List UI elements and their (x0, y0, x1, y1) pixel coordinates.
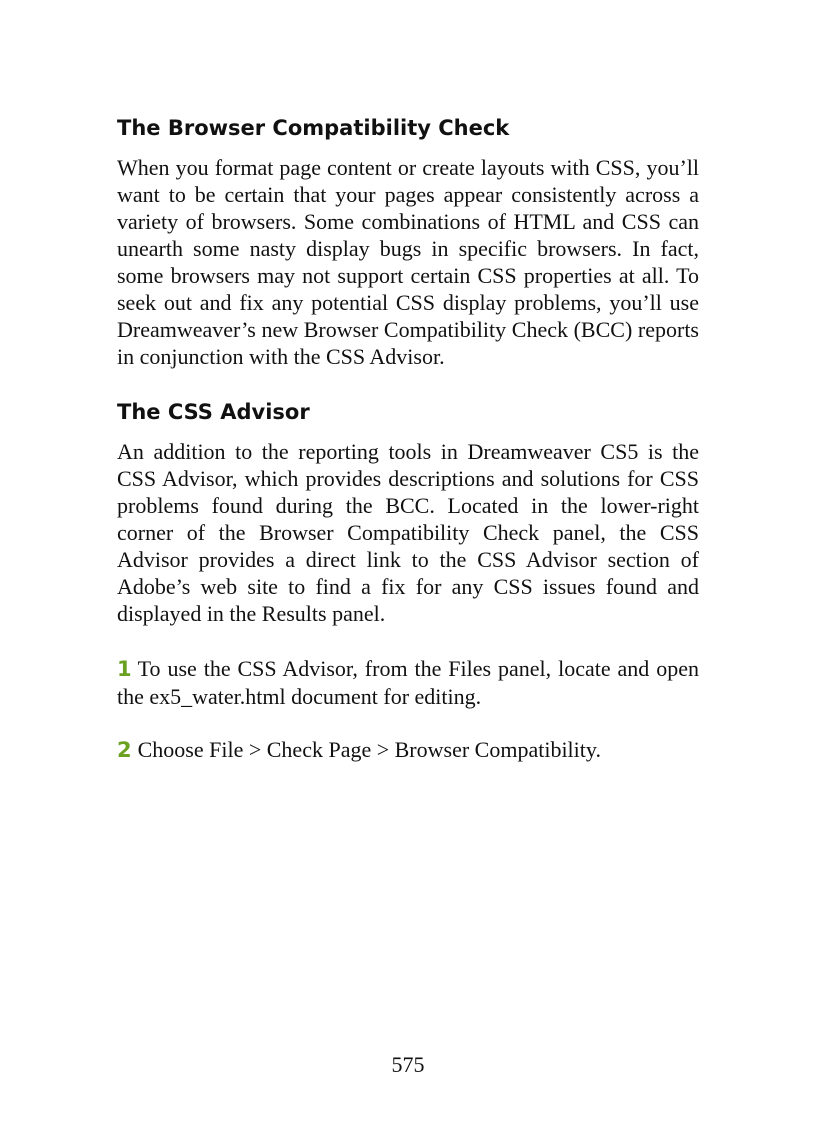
step-number: 2 (117, 738, 132, 762)
paragraph-browser-compatibility: When you format page content or create layouts with CSS, you’ll want to be certain that your pages appear consistently across a variety of browsers. Some combinations of HTML and CSS can unearth some nasty display bugs in specific browsers. In fact, some browsers may not support certain CSS properties at all. To seek out and fix any potential CSS display problems, you’ll use Dreamweaver’s new Browser Compatibility Check (BCC) reports in conjunction with the CSS Advisor. (117, 155, 699, 369)
step-1 (117, 655, 699, 710)
page-content (117, 114, 699, 764)
section-heading-css-advisor: The CSS Advisor (117, 400, 310, 424)
step-2 (117, 736, 699, 764)
page-number: 575 (391, 1052, 425, 1077)
step-number: 1 (117, 657, 132, 681)
paragraph-css-advisor: An addition to the reporting tools in Dreamweaver CS5 is the CSS Advisor, which provides descriptions and solutions for CSS problems found during the BCC. Located in the lower-right corner of the Browser Compatibility Check panel, the CSS Advisor provides a direct link to the CSS Advisor section of Adobe’s web site to find a fix for any CSS issues found and displayed in the Results panel. (117, 439, 699, 626)
section-heading-browser-compatibility: The Browser Compatibility Check (117, 116, 510, 140)
step-text: To use the CSS Advisor, from the Files panel, locate and open the ex5_water.html document for editing. (117, 656, 699, 709)
step-text: Choose File > Check Page > Browser Compatibility. (137, 737, 601, 762)
